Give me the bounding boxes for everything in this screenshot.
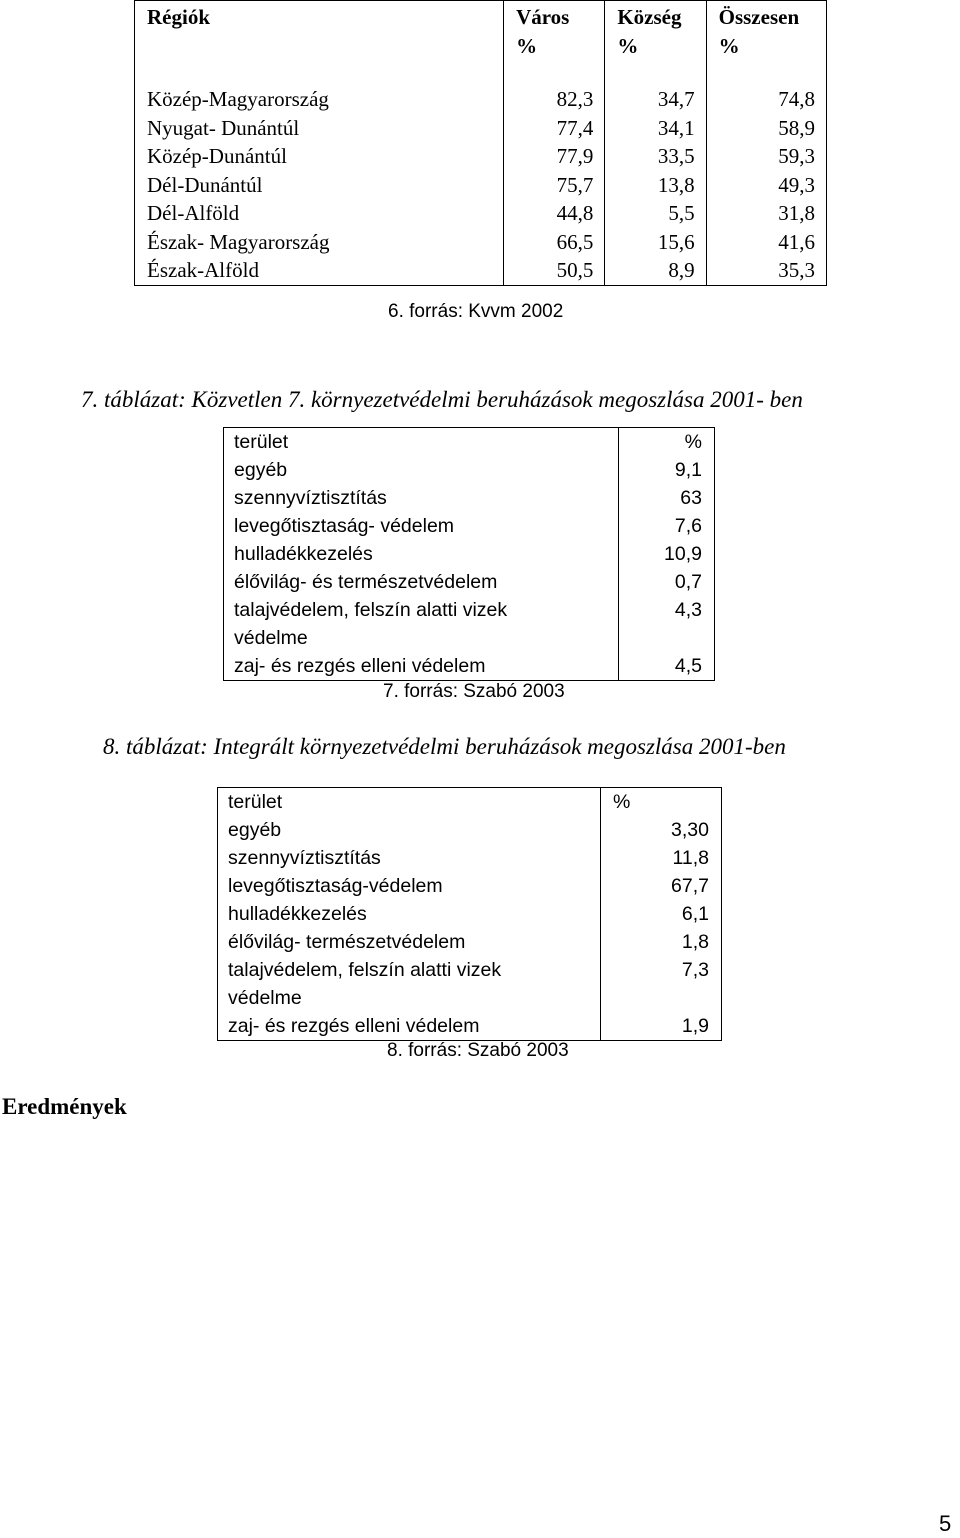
percent-cell: 3,30	[671, 819, 709, 841]
table-row	[135, 85, 827, 114]
region-cell: Dél-Alföld	[135, 199, 504, 228]
area-cell: levegőtisztaság-védelem	[218, 872, 601, 900]
area-cell: egyéb	[224, 456, 619, 484]
value-cell: 33,5	[605, 142, 706, 171]
value-cell: 13,8	[605, 171, 706, 200]
percent-cell: 0,7	[674, 571, 702, 593]
table-row	[224, 484, 715, 512]
percent-cell: 7,6	[674, 515, 702, 537]
area-cell: élővilág- és természetvédelem	[224, 568, 619, 596]
percent-cell: 7,3	[681, 959, 709, 981]
area-cell: egyéb	[218, 816, 601, 844]
column-header: terület	[224, 428, 619, 457]
value-cell: 82,3	[504, 85, 605, 114]
value-cell: 58,9	[778, 115, 815, 140]
table-header-row	[224, 428, 715, 457]
area-cell: szennyvíztisztítás	[224, 484, 619, 512]
table-row	[135, 228, 827, 257]
percent-cell: 1,8	[681, 931, 709, 953]
region-cell: Észak-Alföld	[135, 256, 504, 285]
region-cell: Nyugat- Dunántúl	[135, 114, 504, 143]
column-header: %	[684, 431, 702, 453]
region-cell: Közép-Dunántúl	[135, 142, 504, 171]
table-row	[218, 900, 722, 928]
area-cell: talajvédelem, felszín alatti vizek védelme	[218, 956, 601, 1012]
table-row	[218, 956, 722, 1012]
value-cell: 49,3	[778, 172, 815, 197]
table-row	[218, 928, 722, 956]
table-row	[218, 872, 722, 900]
region-cell: Közép-Magyarország	[135, 85, 504, 114]
value-cell: 59,3	[778, 144, 815, 168]
page-number: 5	[939, 1511, 952, 1536]
section-heading: Eredmények	[2, 1094, 127, 1119]
value-cell: 41,6	[778, 229, 815, 254]
value-cell: 34,7	[605, 85, 706, 114]
area-cell: zaj- és rezgés elleni védelem	[218, 1012, 601, 1041]
table-row	[135, 114, 827, 143]
table8-caption: 8. táblázat: Integrált környezetvédelmi beruházások megoszlása 2001-ben	[103, 734, 786, 759]
value-cell: 31,8	[778, 201, 815, 225]
area-cell: hulladékkezelés	[224, 540, 619, 568]
column-header: Összesen %	[718, 5, 800, 58]
value-cell: 74,8	[778, 87, 815, 111]
percent-cell: 9,1	[674, 459, 702, 481]
column-header: Régiók	[135, 1, 504, 86]
value-cell: 44,8	[504, 199, 605, 228]
value-cell: 8,9	[605, 256, 706, 285]
region-cell: Észak- Magyarország	[135, 228, 504, 257]
area-cell: élővilág- természetvédelem	[218, 928, 601, 956]
percent-cell: 67,7	[671, 875, 709, 897]
value-cell: 77,9	[504, 142, 605, 171]
table-row	[218, 844, 722, 872]
table-row	[135, 199, 827, 228]
percent-cell: 10,9	[664, 543, 702, 565]
column-header: %	[613, 791, 631, 813]
percent-cell: 63	[680, 487, 702, 509]
percent-cell: 4,3	[674, 599, 702, 621]
value-cell: 66,5	[504, 228, 605, 257]
percent-cell: 4,5	[674, 655, 702, 677]
column-header: terület	[218, 788, 601, 817]
area-cell: zaj- és rezgés elleni védelem	[224, 652, 619, 681]
table8-source: 8. forrás: Szabó 2003	[387, 1040, 569, 1061]
value-cell: 34,1	[605, 114, 706, 143]
area-cell: hulladékkezelés	[218, 900, 601, 928]
column-header: Város %	[504, 1, 605, 86]
column-header: Község %	[605, 1, 706, 86]
table-row	[224, 652, 715, 681]
percent-cell: 6,1	[681, 903, 709, 925]
direct-investments-table	[223, 427, 715, 681]
integrated-investments-table	[217, 787, 722, 1041]
table-row	[218, 816, 722, 844]
table-row	[224, 596, 715, 652]
table-header-row	[135, 1, 827, 86]
value-cell: 77,4	[504, 114, 605, 143]
percent-cell: 11,8	[672, 847, 709, 869]
area-cell: szennyvíztisztítás	[218, 844, 601, 872]
table-row	[224, 512, 715, 540]
regions-table	[134, 0, 827, 286]
table6-source: 6. forrás: Kvvm 2002	[388, 301, 564, 322]
table-row	[135, 256, 827, 285]
value-cell: 75,7	[504, 171, 605, 200]
table-row	[135, 142, 827, 171]
region-cell: Dél-Dunántúl	[135, 171, 504, 200]
value-cell: 15,6	[605, 228, 706, 257]
table-row	[224, 540, 715, 568]
table-row	[135, 171, 827, 200]
area-cell: talajvédelem, felszín alatti vizek védelme	[224, 596, 619, 652]
table7-caption: 7. táblázat: Közvetlen 7. környezetvédelmi beruházások megoszlása 2001- ben	[81, 387, 803, 412]
area-cell: levegőtisztaság- védelem	[224, 512, 619, 540]
table-row	[224, 568, 715, 596]
table-row	[224, 456, 715, 484]
table7-source: 7. forrás: Szabó 2003	[383, 681, 565, 702]
percent-cell: 1,9	[681, 1015, 709, 1037]
table-row	[218, 1012, 722, 1041]
value-cell: 50,5	[504, 256, 605, 285]
table-header-row	[218, 788, 722, 817]
value-cell: 5,5	[605, 199, 706, 228]
value-cell: 35,3	[778, 258, 815, 282]
